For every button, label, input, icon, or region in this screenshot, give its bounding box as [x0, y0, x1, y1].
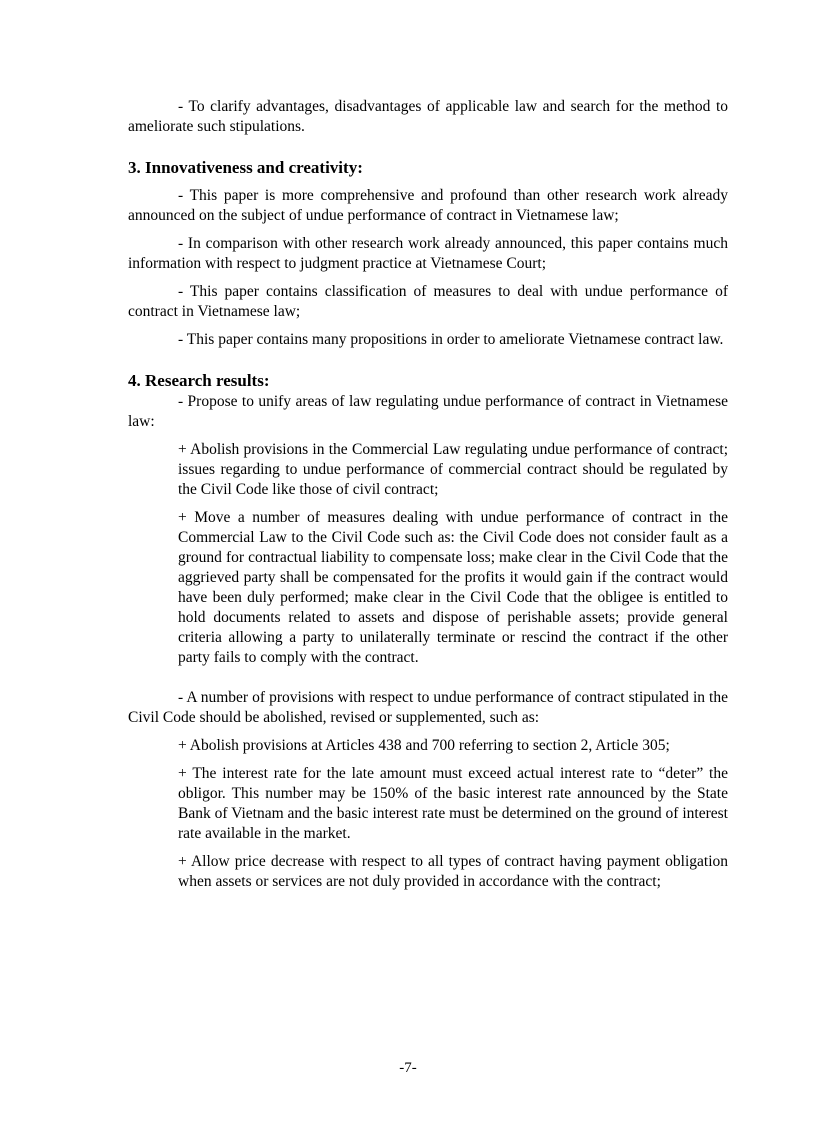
page-content — [128, 97, 728, 892]
subitem-move-measures: + Move a number of measures dealing with undue performance of contract in the Commercial Law to the Civil Code such as: the Civil Code does not consider fault as a ground for contractual liability to compensate loss; make clear in the Civil Code that the aggrieved party shall be compensated for the profits it would gain if the contract would have been duly performed; make clear in the Civil Code that the obligee is entitled to hold documents related to assets and dispose of perishable assets; provide general criteria allowing a party to unilaterally terminate or rescind the contract if the other party fails to comply with the contract. — [178, 509, 728, 666]
paragraph-unify: - Propose to unify areas of law regulating undue performance of contract in Vietnamese law: — [128, 393, 728, 430]
subitem-price-decrease: + Allow price decrease with respect to all types of contract having payment obligation when assets or services are not duly provided in accordance with the contract; — [178, 853, 728, 890]
paragraph-innovation-4: - This paper contains many propositions in order to ameliorate Vietnamese contract law. — [178, 331, 724, 348]
paragraph-civil-code: - A number of provisions with respect to undue performance of contract stipulated in the Civil Code should be abolished, revised or supplemented, such as: — [128, 689, 728, 726]
paragraph-clarify: - To clarify advantages, disadvantages of applicable law and search for the method to ameliorate such stipulations. — [128, 98, 728, 135]
paragraph-innovation-1: - This paper is more comprehensive and profound than other research work already announced on the subject of undue performance of contract in Vietnamese law; — [128, 187, 728, 224]
page-number: -7- — [399, 1060, 417, 1076]
heading-research-results: 4. Research results: — [128, 371, 270, 390]
paragraph-innovation-2: - In comparison with other research work already announced, this paper contains much information with respect to judgment practice at Vietnamese Court; — [128, 235, 728, 272]
heading-innovativeness: 3. Innovativeness and creativity: — [128, 158, 363, 177]
subitem-interest-rate: + The interest rate for the late amount must exceed actual interest rate to “deter” the obligor. This number may be 150% of the basic interest rate announced by the State Bank of Vietnam and the basic interest rate must be determined on the ground of interest rate available in the market. — [178, 765, 728, 842]
paragraph-innovation-3: - This paper contains classification of measures to deal with undue performance of contract in Vietnamese law; — [128, 283, 728, 320]
subitem-abolish-commercial: + Abolish provisions in the Commercial Law regulating undue performance of contract; issues regarding to undue performance of commercial contract should be regulated by the Civil Code like those of civil contract; — [178, 441, 728, 498]
subitem-abolish-articles: + Abolish provisions at Articles 438 and 700 referring to section 2, Article 305; — [178, 737, 670, 754]
